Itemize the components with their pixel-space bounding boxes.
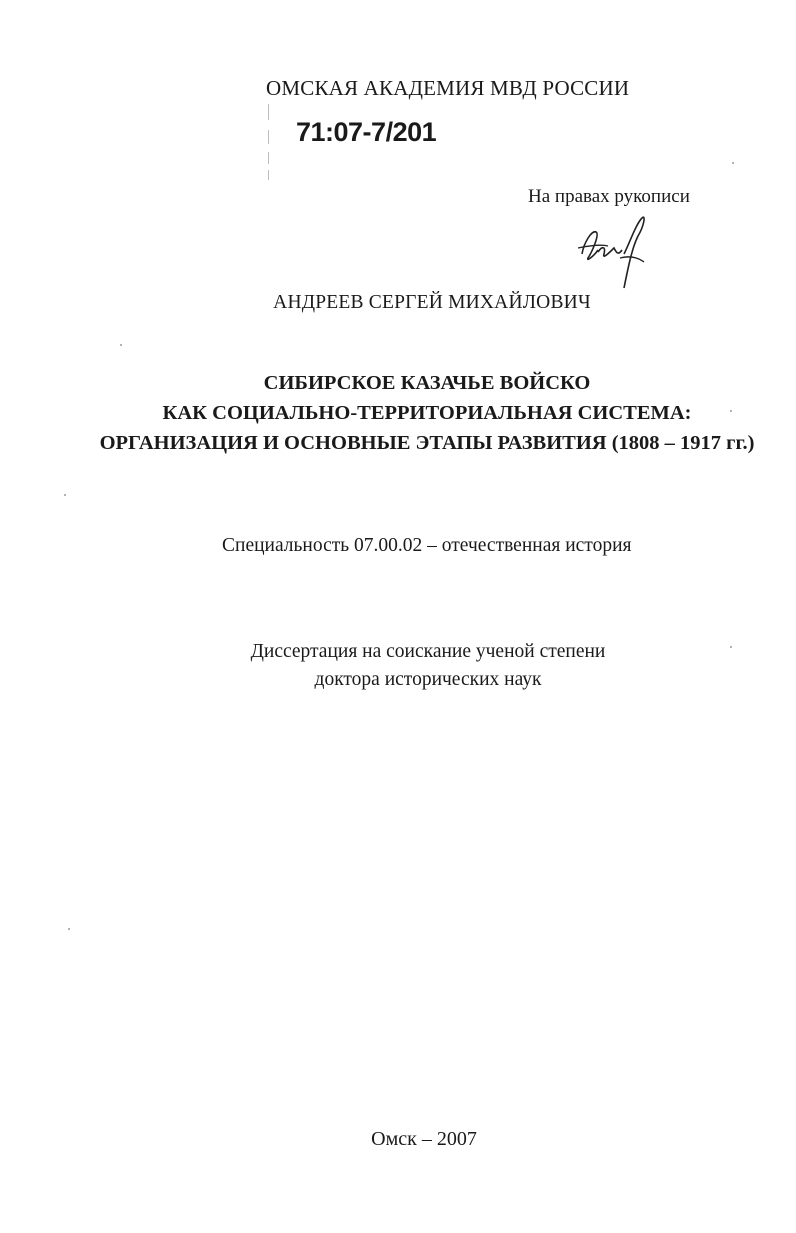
scan-speck [730, 410, 732, 412]
dissertation-title [0, 368, 796, 458]
scan-artifact [268, 170, 269, 180]
catalog-code: 71:07-7/201 [296, 117, 437, 147]
specialty: Специальность 07.00.02 – отечественная история [222, 535, 632, 556]
degree-line: Диссертация на соискание ученой степени [250, 641, 606, 662]
rights-note: На правах рукописи [528, 186, 690, 207]
signature-mark [574, 212, 654, 292]
title-line: СИБИРСКОЕ КАЗАЧЬЕ ВОЙСКО [263, 372, 591, 394]
scan-speck [730, 646, 732, 648]
city-year: Омск – 2007 [371, 1128, 477, 1150]
scan-artifact [268, 104, 269, 120]
scan-speck [64, 494, 66, 496]
title-line: КАК СОЦИАЛЬНО-ТЕРРИТОРИАЛЬНАЯ СИСТЕМА: [162, 402, 692, 424]
title-line: ОРГАНИЗАЦИЯ И ОСНОВНЫЕ ЭТАПЫ РАЗВИТИЯ (1808 – 1917 гг.) [99, 432, 755, 454]
institution-name: ОМСКАЯ АКАДЕМИЯ МВД РОССИИ [266, 76, 630, 100]
scan-artifact [268, 130, 269, 144]
degree-statement [0, 638, 796, 694]
degree-line: доктора исторических наук [314, 669, 542, 690]
scan-speck [68, 928, 70, 930]
scan-artifact [268, 152, 269, 164]
scan-speck [732, 162, 734, 164]
scan-speck [120, 344, 122, 346]
author-name: АНДРЕЕВ СЕРГЕЙ МИХАЙЛОВИЧ [273, 292, 591, 313]
